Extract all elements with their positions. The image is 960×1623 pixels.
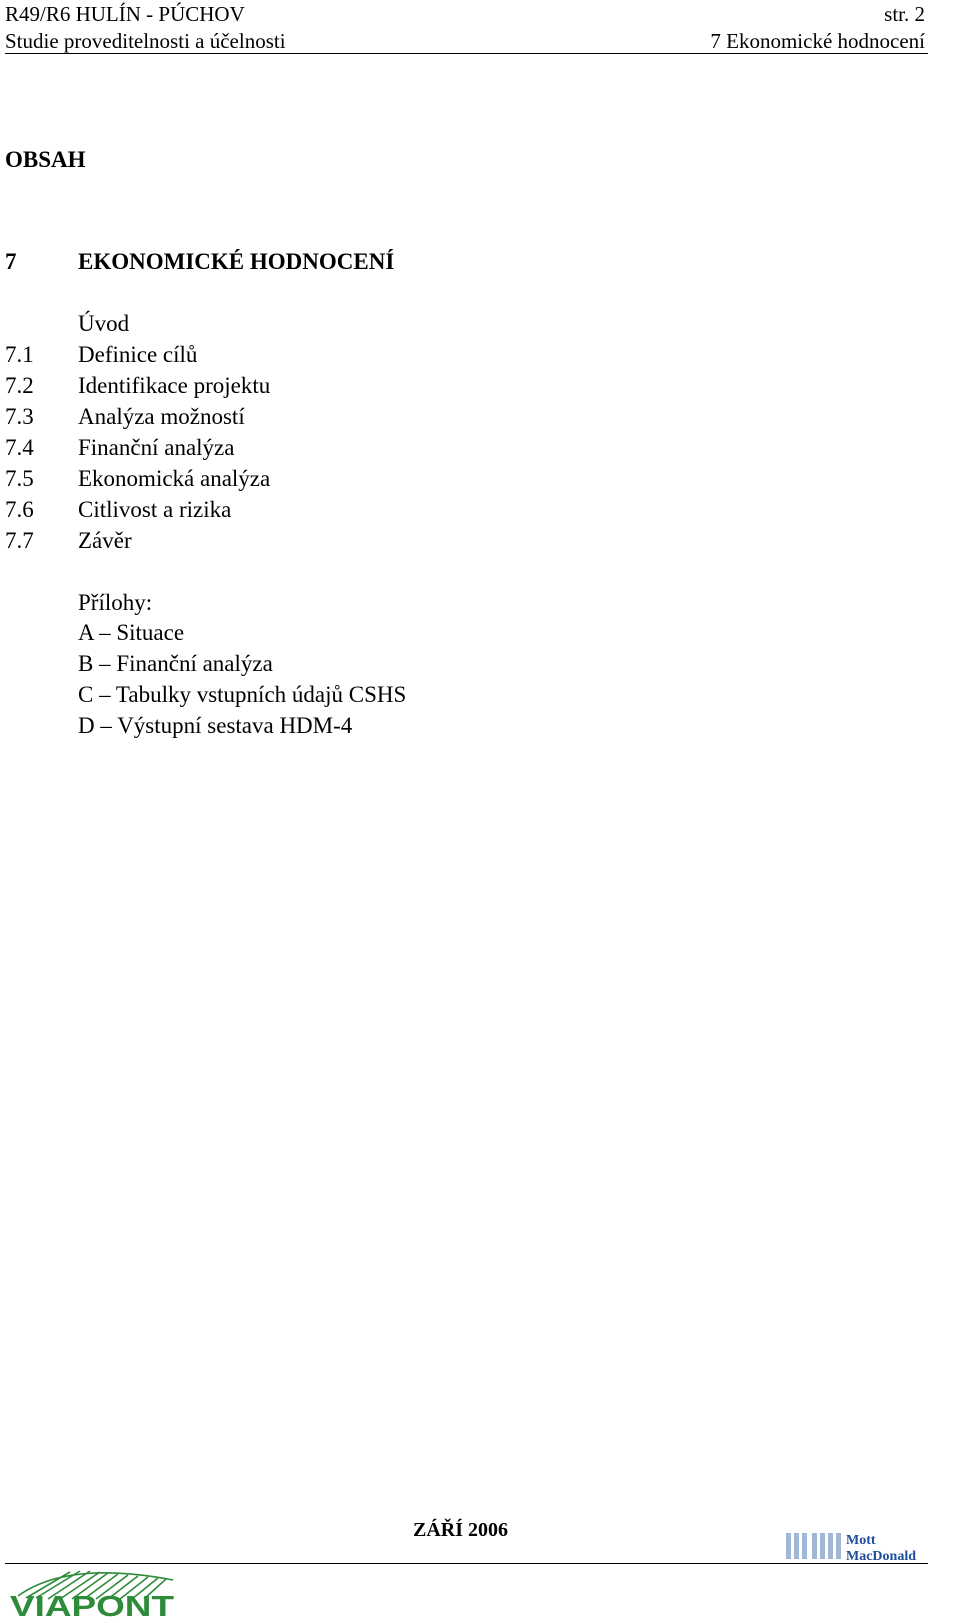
header-study: Studie proveditelnosti a účelnosti: [5, 29, 286, 53]
viapont-logo: [8, 1566, 178, 1618]
footer-date: ZÁŘÍ 2006: [413, 1519, 509, 1541]
toc-entry-number: 7.6: [5, 497, 34, 522]
toc-entry-text: Závěr: [78, 528, 132, 553]
toc-entry-number: 7.4: [5, 435, 34, 460]
toc-entry-text: Definice cílů: [78, 342, 198, 367]
toc-entry-text: Úvod: [78, 311, 130, 336]
viapont-logo-mark: [8, 1566, 178, 1618]
chapter-number: 7: [5, 249, 17, 274]
toc-entry-text: Ekonomická analýza: [78, 466, 271, 491]
mott-macdonald-logo-mark: [784, 1527, 930, 1565]
chapter-title: EKONOMICKÉ HODNOCENÍ: [78, 249, 395, 274]
header-chapter: 7 Ekonomické hodnocení: [710, 29, 925, 53]
appendix-item: A – Situace: [78, 620, 185, 645]
toc-entry-text: Finanční analýza: [78, 435, 235, 460]
svg-text:VIAPONT: VIAPONT: [10, 1591, 175, 1618]
svg-text:Mott: Mott: [846, 1533, 876, 1548]
toc-entry-text: Citlivost a rizika: [78, 497, 232, 522]
header-project: R49/R6 HULÍN - PÚCHOV: [5, 2, 245, 26]
contents-title: OBSAH: [5, 147, 86, 172]
toc-entry-number: 7.5: [5, 466, 34, 491]
chapter-heading: [5, 249, 395, 275]
toc-entry-text: Identifikace projektu: [78, 373, 271, 398]
header-page-number: str. 2: [884, 2, 925, 26]
toc-entry-number: 7.7: [5, 528, 34, 553]
appendix-item: C – Tabulky vstupních údajů CSHS: [78, 682, 407, 707]
toc-entry-text: Analýza možností: [78, 404, 245, 429]
svg-text:MacDonald: MacDonald: [846, 1549, 916, 1564]
toc-entry-number: 7.2: [5, 373, 34, 398]
toc-entry-number: 7.3: [5, 404, 34, 429]
toc-entry-number: 7.1: [5, 342, 34, 367]
header-rule: [5, 53, 928, 54]
appendix-item: B – Finanční analýza: [78, 651, 273, 676]
appendix-title: Přílohy:: [78, 590, 153, 615]
appendix-item: D – Výstupní sestava HDM-4: [78, 713, 353, 738]
mott-macdonald-logo: [784, 1527, 930, 1565]
